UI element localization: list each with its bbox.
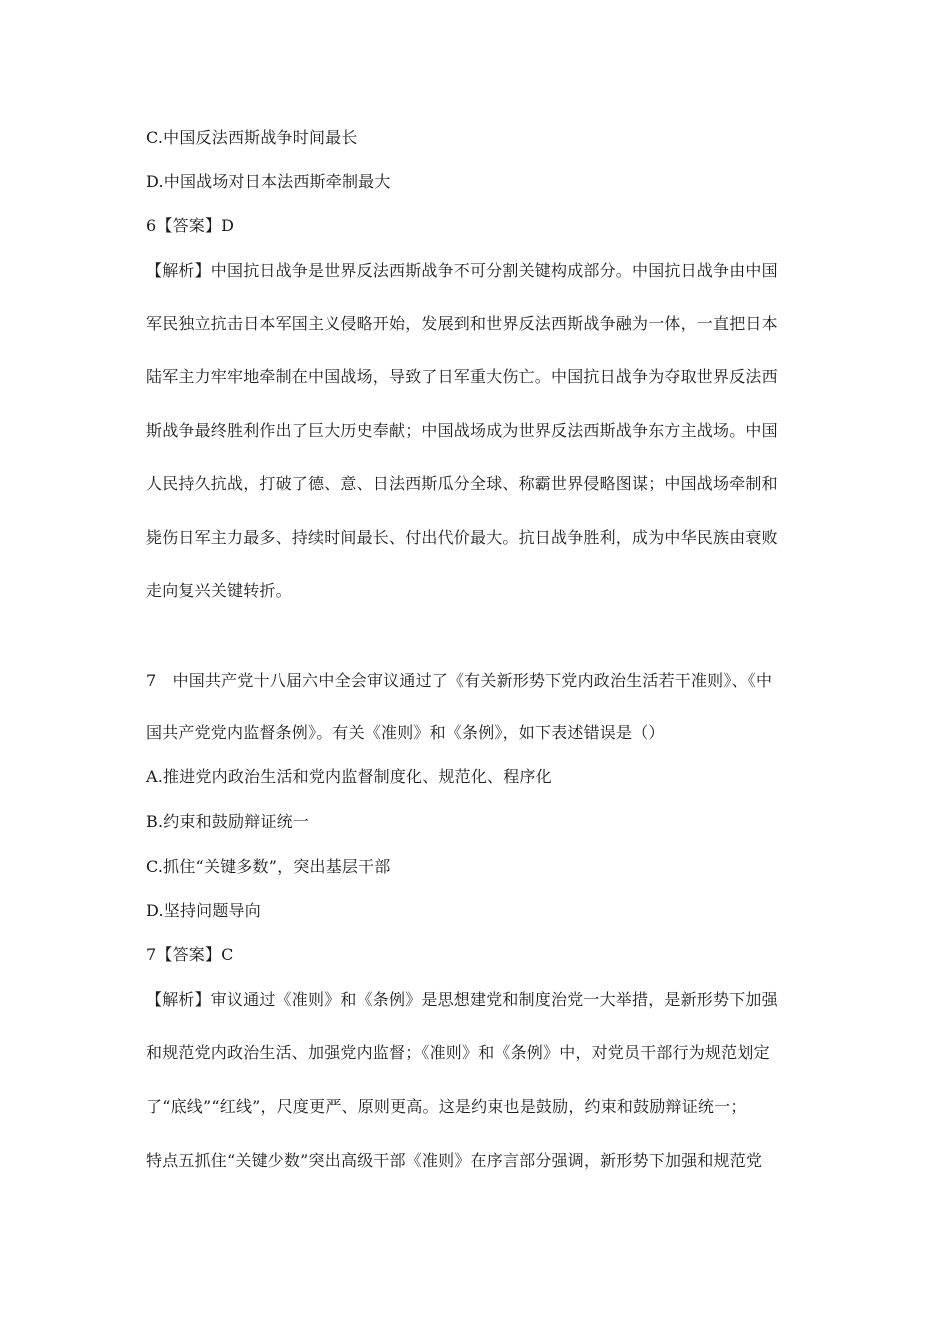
q6-answer: 6【答案】D (146, 216, 235, 235)
q7-analysis-line-1: 【解析】审议通过《准则》和《条例》是思想建党和制度治党一大举措，是新形势下加强 (146, 990, 778, 1009)
q6-option-d: D.中国战场对日本法西斯牵制最大 (146, 172, 391, 191)
q6-analysis-line-6: 毙伤日军主力最多、持续时间最长、付出代价最大。抗日战争胜利，成为中华民族由衰败 (146, 528, 778, 547)
q7-analysis-line-3: 了“底线”“红线”，尺度更严、原则更高。这是约束也是鼓励，约束和鼓励辩证统一； (146, 1097, 747, 1116)
q7-analysis-line-2: 和规范党内政治生活、加强党内监督；《准则》和《条例》中，对党员干部行为规范划定 (146, 1043, 770, 1062)
q6-analysis-line-1: 【解析】中国抗日战争是世界反法西斯战争不可分割关键构成部分。中国抗日战争由中国 (146, 261, 778, 280)
q6-option-c: C.中国反法西斯战争时间最长 (146, 128, 358, 147)
q6-analysis-line-4: 斯战争最终胜利作出了巨大历史奉献；中国战场成为世界反法西斯战争东方主战场。中国 (146, 421, 778, 440)
q6-analysis-line-7: 走向复兴关键转折。 (146, 581, 292, 600)
q7-option-b: B.约束和鼓励辩证统一 (146, 812, 310, 831)
q7-option-c: C.抓住“关键多数”，突出基层干部 (146, 857, 391, 876)
q7-option-a: A.推进党内政治生活和党内监督制度化、规范化、程序化 (146, 767, 552, 786)
q7-stem-line-1: 7 中国共产党十八届六中全会审议通过了《有关新形势下党内政治生活若干准则》、《中 (146, 671, 773, 690)
q7-answer: 7【答案】C (146, 945, 234, 964)
q7-analysis-line-4: 特点五抓住“关键少数”突出高级干部《准则》在序言部分强调，新形势下加强和规范党 (146, 1151, 763, 1170)
q6-analysis-line-3: 陆军主力牢牢地牵制在中国战场，导致了日军重大伤亡。中国抗日战争为夺取世界反法西 (146, 367, 778, 386)
q7-stem-line-2: 国共产党党内监督条例》。有关《准则》和《条例》，如下表述错误是（） (146, 723, 665, 742)
q7-option-d: D.坚持问题导向 (146, 901, 261, 920)
q6-analysis-line-5: 人民持久抗战，打破了德、意、日法西斯瓜分全球、称霸世界侵略图谋；中国战场牵制和 (146, 474, 778, 493)
q6-analysis-line-2: 军民独立抗击日本军国主义侵略开始，发展到和世界反法西斯战争融为一体，一直把日本 (146, 314, 778, 333)
